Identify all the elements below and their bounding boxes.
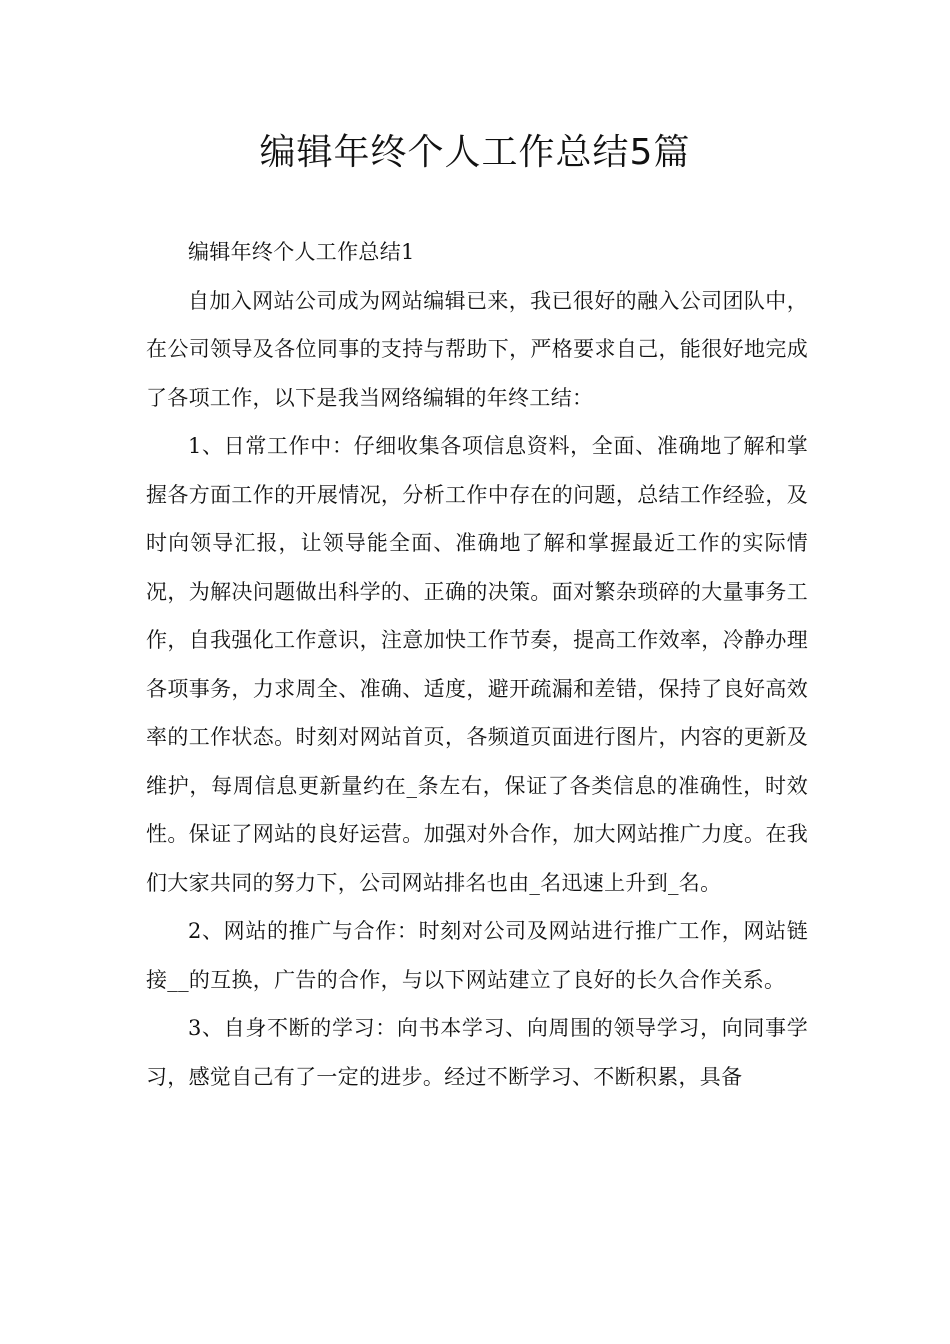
document-title: 编辑年终个人工作总结5篇 xyxy=(259,132,691,173)
section-heading: 编辑年终个人工作总结1 xyxy=(188,240,415,264)
paragraph-intro: 自加入网站公司成为网站编辑已来，我已很好的融入公司团队中，在公司领导及各位同事的支持与帮助下，严格要求自己，能很好地完成了各项工作，以下是我当网络编辑的年终工结： xyxy=(146,288,808,410)
paragraph-promotion: 2、网站的推广与合作：时刻对公司及网站进行推广工作，网站链接__的互换，广告的合作，与以下网站建立了良好的长久合作关系。 xyxy=(146,919,808,992)
paragraph-learning: 3、自身不断的学习：向书本学习、向周围的领导学习，向同事学习，感觉自己有了一定的进步。经过不断学习、不断积累，具备 xyxy=(146,1016,808,1089)
paragraph-daily-work: 1、日常工作中：仔细收集各项信息资料，全面、准确地了解和掌握各方面工作的开展情况，分析工作中存在的问题，总结工作经验，及时向领导汇报，让领导能全面、准确地了解和掌握最近工作的实际情况，为解决问题做出科学的、正确的决策。面对繁杂琐碎的大量事务工作，自我强化工作意识，注意加快工作节奏，提高工作效率，冷静办理各项事务，力求周全、准确、适度，避开疏漏和差错，保持了良好高效率的工作状态。时刻对网站首页，各频道页面进行图片，内容的更新及维护，每周信息更新量约在_条左右，保证了各类信息的准确性，时效性。保证了网站的良好运营。加强对外合作，加大网站推广力度。在我们大家共同的努力下，公司网站排名也由_名迅速上升到_名。 xyxy=(146,434,808,895)
document-body xyxy=(146,228,808,1101)
